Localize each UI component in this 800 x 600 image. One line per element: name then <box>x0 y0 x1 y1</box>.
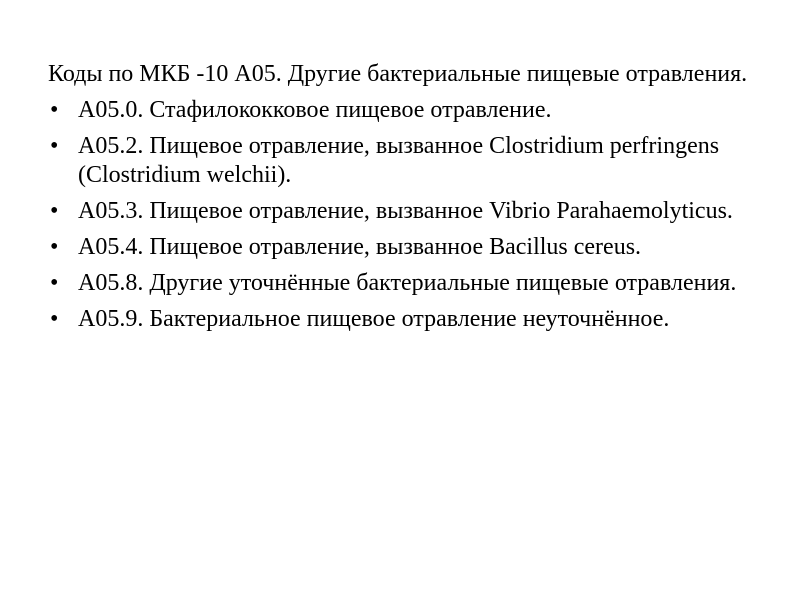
list-item <box>48 132 748 190</box>
bullet-icon: • <box>50 97 59 123</box>
list-item <box>48 305 748 334</box>
list-item <box>48 269 748 298</box>
list-item <box>48 197 748 226</box>
bullet-icon: • <box>50 133 59 159</box>
bullet-icon: • <box>50 234 59 260</box>
list-item-text: А05.3. Пищевое отравление, вызванное Vibrio Parahaemolyticus. <box>78 198 733 224</box>
code-list <box>48 96 748 334</box>
bullet-icon: • <box>50 198 59 224</box>
list-item <box>48 96 748 125</box>
list-item <box>48 233 748 262</box>
list-item-text: А05.9. Бактериальное пищевое отравление неуточнённое. <box>78 306 670 332</box>
list-item-text: А05.8. Другие уточнённые бактериальные пищевые отравления. <box>78 270 737 296</box>
slide-content <box>48 60 748 341</box>
bullet-icon: • <box>50 270 59 296</box>
slide-heading: Коды по МКБ -10 А05. Другие бактериальные пищевые отравления. <box>48 61 748 87</box>
bullet-icon: • <box>50 306 59 332</box>
list-item-text: А05.4. Пищевое отравление, вызванное Bacillus cereus. <box>78 234 642 260</box>
list-item-text: А05.2. Пищевое отравление, вызванное Clostridium perfringens (Clostridium welchii). <box>78 133 720 188</box>
list-item-text: А05.0. Стафилококковое пищевое отравление. <box>78 97 552 123</box>
